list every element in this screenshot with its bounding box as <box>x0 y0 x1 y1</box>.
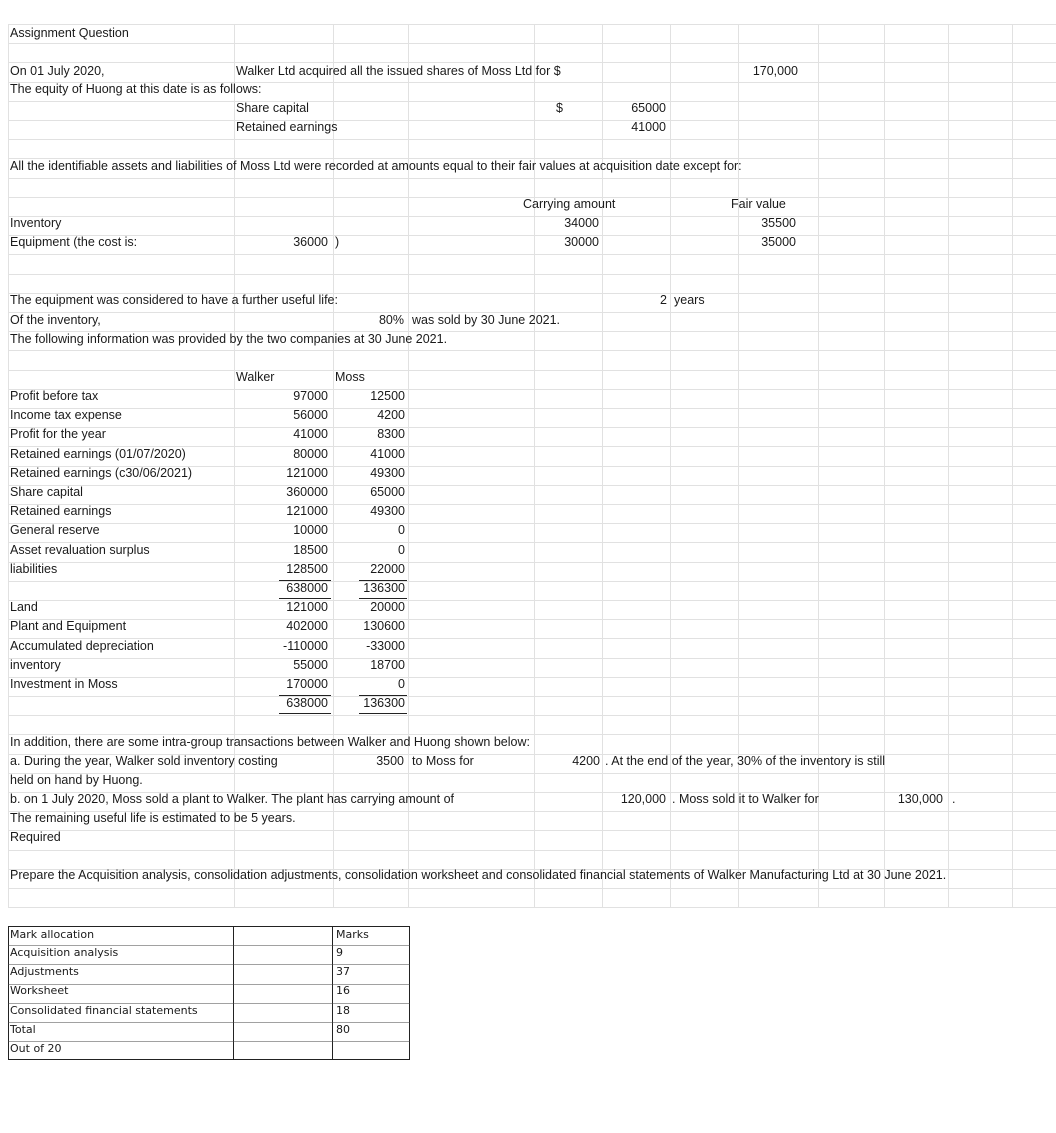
inventory-fair: 35500 <box>761 216 796 230</box>
total-underline <box>359 695 407 714</box>
intragroup-a-price: 4200 <box>572 754 600 768</box>
provided-text: The following information was provided by the two companies at 30 June 2021. <box>10 332 448 346</box>
walker-value: 41000 <box>293 427 328 441</box>
inventory-text: Of the inventory, <box>10 313 101 327</box>
financial-row-label: liabilities <box>10 562 58 576</box>
walker-value: 121000 <box>286 466 328 480</box>
acquisition-date: On 01 July 2020, <box>10 64 105 78</box>
share-capital-value: 65000 <box>631 101 666 115</box>
moss-value: 0 <box>398 523 405 537</box>
inventory-pct: 80% <box>378 313 404 327</box>
carrying-amount-header: Carrying amount <box>523 197 616 211</box>
useful-life-value: 2 <box>660 293 667 307</box>
intragroup-b-carrying: 120,000 <box>620 792 666 806</box>
financial-row-label: Profit for the year <box>10 427 106 441</box>
financial-row-label: Investment in Moss <box>10 677 118 691</box>
financial-row-label: Accumulated depreciation <box>10 639 154 653</box>
marks-row-label: Consolidated financial statements <box>10 1004 198 1017</box>
moss-value: 130600 <box>363 619 405 633</box>
marks-row-value: 80 <box>336 1023 350 1036</box>
walker-header: Walker <box>236 370 275 384</box>
walker-value: 97000 <box>293 389 328 403</box>
walker-value: 80000 <box>293 447 328 461</box>
walker-value: 638000 <box>286 581 328 595</box>
financial-row-label: Share capital <box>10 485 83 499</box>
marks-row-value: 9 <box>336 946 343 959</box>
acquisition-statement: Walker Ltd acquired all the issued shares of Moss Ltd for $ <box>236 64 561 78</box>
equipment-carrying: 30000 <box>564 235 599 249</box>
equity-intro: The equity of Huong at this date is as follows: <box>10 82 262 96</box>
financial-row-label: Retained earnings (c30/06/2021) <box>10 466 193 480</box>
moss-value: 49300 <box>370 504 405 518</box>
marks-row-label: Adjustments <box>10 965 79 978</box>
marks-row-value: 16 <box>336 984 350 997</box>
marks-row-value: 37 <box>336 965 350 978</box>
intragroup-b-text: b. on 1 July 2020, Moss sold a plant to Walker. The plant has carrying amount of <box>10 792 454 806</box>
moss-value: 65000 <box>370 485 405 499</box>
inventory-label: Inventory <box>10 216 62 230</box>
intragroup-a-rest2: held on hand by Huong. <box>10 773 143 787</box>
total-underline <box>279 695 331 714</box>
useful-life-unit: years <box>674 293 705 307</box>
marks-header-label: Mark allocation <box>10 928 95 941</box>
marks-header-value: Marks <box>336 928 369 941</box>
financial-row-label: Profit before tax <box>10 389 99 403</box>
walker-value: 121000 <box>286 600 328 614</box>
intragroup-b-sold: . Moss sold it to Walker for <box>672 792 819 806</box>
moss-value: 136300 <box>363 696 405 710</box>
walker-value: 128500 <box>286 562 328 576</box>
walker-value: 170000 <box>286 677 328 691</box>
moss-value: -33000 <box>366 639 405 653</box>
walker-value: 360000 <box>286 485 328 499</box>
total-underline <box>359 580 407 599</box>
useful-life-text: The equipment was considered to have a further useful life: <box>10 293 338 307</box>
walker-value: 56000 <box>293 408 328 422</box>
total-underline <box>279 580 331 599</box>
intragroup-a-cost: 3500 <box>376 754 404 768</box>
equipment-cost: 36000 <box>293 235 328 249</box>
walker-value: 10000 <box>293 523 328 537</box>
retained-earnings-label: Retained earnings <box>236 120 338 134</box>
walker-value: 55000 <box>293 658 328 672</box>
fair-value-intro: All the identifiable assets and liabilities of Moss Ltd were recorded at amounts equal to their fair values at acquisition date except for: <box>10 159 742 173</box>
intragroup-a-to: to Moss for <box>412 754 474 768</box>
walker-value: -110000 <box>283 639 328 653</box>
share-capital-label: Share capital <box>236 101 309 115</box>
financial-row-label: Asset revaluation surplus <box>10 543 150 557</box>
equipment-close: ) <box>335 235 340 249</box>
marks-row-label: Worksheet <box>10 984 69 997</box>
equipment-fair: 35000 <box>761 235 796 249</box>
moss-value: 22000 <box>370 562 405 576</box>
intragroup-b-price: 130,000 <box>897 792 943 806</box>
intragroup-b-end: . <box>952 792 956 806</box>
moss-value: 0 <box>398 677 405 691</box>
marks-row-label: Out of 20 <box>10 1042 62 1055</box>
equipment-label: Equipment (the cost is: <box>10 235 138 249</box>
moss-value: 4200 <box>377 408 405 422</box>
financial-row-label: Retained earnings (01/07/2020) <box>10 447 186 461</box>
marks-row-label: Total <box>10 1023 36 1036</box>
marks-row-value: 18 <box>336 1004 350 1017</box>
currency-symbol: $ <box>556 101 563 115</box>
walker-value: 18500 <box>293 543 328 557</box>
moss-value: 18700 <box>370 658 405 672</box>
marks-row-label: Acquisition analysis <box>10 946 119 959</box>
fair-value-header: Fair value <box>731 197 786 211</box>
moss-value: 49300 <box>370 466 405 480</box>
intragroup-intro: In addition, there are some intra-group transactions between Walker and Huong shown below: <box>10 735 530 749</box>
moss-value: 8300 <box>377 427 405 441</box>
prepare-instruction: Prepare the Acquisition analysis, consolidation adjustments, consolidation worksheet and consolidated financial statements of Walker Manufacturing Ltd at 30 June 2021. <box>10 868 947 882</box>
intragroup-a-rest: . At the end of the year, 30% of the inventory is still <box>605 754 886 768</box>
inventory-carrying: 34000 <box>564 216 599 230</box>
walker-value: 638000 <box>286 696 328 710</box>
walker-value: 402000 <box>286 619 328 633</box>
moss-value: 41000 <box>370 447 405 461</box>
moss-header: Moss <box>335 370 365 384</box>
financial-row-label: Plant and Equipment <box>10 619 127 633</box>
moss-value: 0 <box>398 543 405 557</box>
moss-value: 136300 <box>363 581 405 595</box>
moss-value: 20000 <box>370 600 405 614</box>
acquisition-price: 170,000 <box>752 64 798 78</box>
financial-row-label: Retained earnings <box>10 504 112 518</box>
financial-row-label: Income tax expense <box>10 408 122 422</box>
inventory-sold-text: was sold by 30 June 2021. <box>412 313 561 327</box>
intragroup-b-rest: The remaining useful life is estimated to be 5 years. <box>10 811 296 825</box>
financial-row-label: General reserve <box>10 523 100 537</box>
financial-row-label: Land <box>10 600 38 614</box>
required-label: Required <box>10 830 61 844</box>
retained-earnings-value: 41000 <box>631 120 666 134</box>
financial-row-label: inventory <box>10 658 61 672</box>
intragroup-a-text: a. During the year, Walker sold inventory costing <box>10 754 278 768</box>
moss-value: 12500 <box>370 389 405 403</box>
walker-value: 121000 <box>286 504 328 518</box>
sheet-title: Assignment Question <box>10 26 129 40</box>
